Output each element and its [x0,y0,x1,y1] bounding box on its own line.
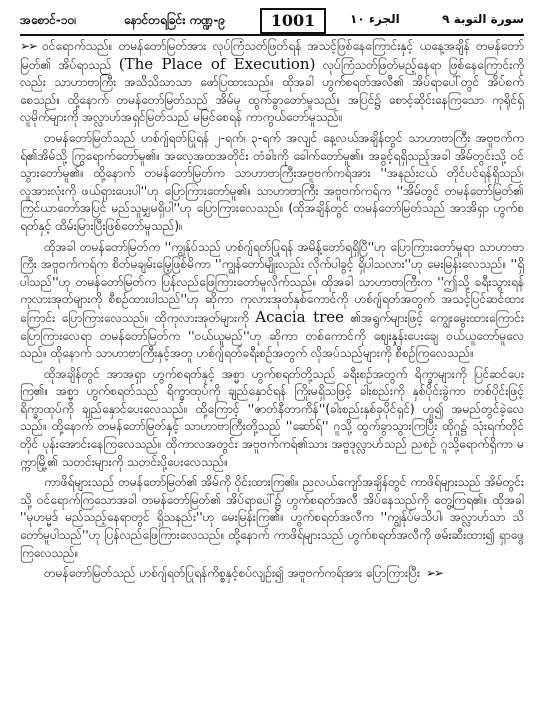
paragraph [20,38,524,127]
paragraph [20,239,524,363]
paragraph: ကာဖိရ်များသည် တမန်တော်မြတ်၏ အိမ်ကို ဝိုင်းထားကြ၏။ ညလယ်ကျော်အချိန်တွင် ကာဖိရ်များသည် အိမ်တွင်းသို့ ဝင်ရောက်ကြသောအခါ တမန်တော်မြတ်၏ အိပ်ရာပေါ်၌ ဟွက်စရတ်အလီ အိပ်နေသည်ကို တွေ့ကြရ၏။ ထိုအခါ ''မုဟမ္မဒ် မည်သည့်နေရာတွင် ရှိသနည်း''ဟု မေးမြန်းကြ၏။ ဟွက်စရတ်အလီက ''ကျွန်ုပ်မသိပါ၊ အလ္လာဟ်သာ သိတော်မူပါသည်''ဟု ပြန်လည်ဖြေကြားလေသည်။ ထို့နောက် ကာဖိရ်များသည် ဟွက်စရတ်အလီကို ဖမ်းဆီးထား၍ ရှာဖွေကြလေသည်။ [20,475,524,560]
english-term: (The Place of Execution) [118,54,316,73]
page-number: 1001 [260,8,326,34]
juz-label: الجزء ١٠ [350,12,400,26]
page [20,0,524,712]
header-divider [20,34,524,36]
continuation-arrow-icon: ➢➢ [425,566,443,581]
paragraph-text: ထိုအခါ တမန်တော်မြတ်က ''ကျွန်ုပ်သည် ဟစ်ဂျ်ရတ်ပြုရန် အမိန့်တော်ရရှိပြီ''ဟု ပြောကြားတော်မူရာ သာဟာဗာကြီး အဗူဗက်ကရ်က စိတ်မချမ်းမြေ့ဖြစ်မိကာ ''ကျွန်တော်မျိုးလည်း လိုက်ပါခွင့် ရှိပါသလား''ဟု မေးမြန်းလေသည်။ ''ရှိပါသည်''ဟု တမန်တော်မြတ်က ပြန်လည်ဖြေကြားတော်မူလိုက်သည်။ ထိုအခါ သာဟာဗာကြီးက ''ဤသို့ ခရီးသွားရန် ကုလားအုတ်များကို စီစဉ်ထားပါသည်''ဟု ဆိုကာ ကုလားအုတ်နှစ်ကောင်ကို ဟစ်ဂျ်ရတ်အတွက် အသင့်ပြင်ဆင်ထားကြောင်း ပြောကြားလေသည်။ ထိုကုလားအုတ်များကို [20,239,524,325]
paragraph-text: ၏အရွက်များဖြင့် ကျွေးမွေးထားကြောင်း ပြောကြားလေရာ တမန်တော်မြတ်က ''ဝယ်ယူမည်''ဟု ဆိုကာ တစ်ကောင်ကို ဈေးနှုန်းပေးချေ ဝယ်ယူတော်မူလေသည်။ ထိုနောက် သာဟာဗာကြီးနှင့်အတူ ဟစ်ဂျ်ရတ်ခရီးစဉ်အတွက် လိုအပ်သည်များကို စီစဉ်ကြလေသည်။ [20,310,524,361]
chapter-number: အစောင်-၁၀၊ [20,13,77,27]
page-header [20,8,524,34]
paragraph: တမန်တော်မြတ်သည် ဟစ်ဂျ်ရတ်ပြုရန် ၂-ရက်၊ ၃-ရက် အလျင် နေ့လယ်အချိန်တွင် သာဟာဗာကြီး အဗူဗက်ကရ်၏အိမ်သို့ ကြွရောက်တော်မူ၏။ အလေ့အထအတိုင်း တံခါးကို ခေါက်တော်မူ၏။ အခွင့်ရရှိသည့်အခါ အိမ်တွင်းသို့ ဝင်သွားတော်မူ၏။ ထို့နောက် တမန်တော်မြတ်က သာဟာဗာကြီးအဗူဗက်ကရ်အား ''အနည်းငယ် တိုင်ပင်ရန်ရှိသည်၊ လူအားလုံးကို ဖယ်ရှားပေးပါ''ဟု ပြောကြားတော်မူ၏။ သာဟာဗာကြီး အဗူဗက်ကရ်က ''အိမ်တွင် တမန်တော်မြတ်၏ ကြင်ယာတော်အပြင် မည်သူမျှမရှိပါ''ဟု ပြောကြားလေသည်။ (ထိုအချိန်တွင် တမန်တော်မြတ်သည် အာအိရှာ ဟွက်စရတ်နှင့် ထိမ်းမြားပြီးဖြစ်တော်မူသည်)။ [20,130,524,233]
surah-label: سورة التوبة ٩ [442,12,524,26]
paragraph [20,565,524,583]
continuation-arrow-icon: ➢➢ [20,39,37,53]
english-term: Acacia tree [255,307,345,326]
paragraph-text: ဝင်ရောက်သည်။ တမန်တော်မြတ်အား လုပ်ကြံသတ်ဖြတ်ရန် အသင့်ဖြစ်နေကြောင်းနှင့် ယနေ့အချိန် တမန်တော်မြတ်၏ အိပ်ရာသည် [20,39,524,72]
paragraph-text: လုပ်ကြံသတ်ဖြတ်မည့်နေရာ ဖြစ်နေကြောင်းကိုလည်း သာဟာဗာကြီး အသိသိသာသာ ဖော်ပြထားသည်။ ထိုအခါ ဟွက်စရတ်အလီ၏ အိပ်ရာပေါ်တွင် အိပ်စက်စေသည်။ ထို့နောက် တမန်တော်မြတ်သည် အိမ်မှ ထွက်ခွာတော်မူသည်။ အပြင်၌ စောင့်ဆိုင်းနေကြသော ကုရိုင်ရှ်လူမိုက်များကို အလ္လာဟ်အရှင်မြတ်သည် မမြင်စေရန် ကာကွယ်တော်မူသည်။ [20,57,524,125]
chapter-title: နောင်တရခြင်း ကဏ္ဍ-၉ [124,13,226,27]
body-text [20,38,524,586]
paragraph-text: တမန်တော်မြတ်သည် ဟစ်ဂျ်ရတ်ပြုရန်ကိစ္စနှင့်စပ်လျဉ်း၍ အဗူဗက်ကရ်အား ပြောကြားပြီး [44,566,420,581]
paragraph: ထိုအချိန်တွင် အာအရှာ ဟွက်စရတ်နှင့် အစ္မာ ဟွက်စရတ်တို့သည် ခရီးစဉ်အတွက် ရိက္ခာများကို ပြင်ဆင်ပေးကြ၏။ အစ္မာ ဟွက်စရတ်သည် ရိက္ခာထုပ်ကို ချည်နှောင်ရန် ကြိုးမရှိသဖြင့် ခါးစည်းကို နှစ်ပိုင်းခွဲကာ တစ်ပိုင်းဖြင့် ရိက္ခာထုပ်ကို ချည်နှောင်ပေးလေသည်။ ထို့ကြောင့် ''ဇာတ်နီတာကိန်''(ခါးစည်းနှစ်ခုပိုင်ရှင်) ဟူ၍ အမည်တွင်ခဲ့လေသည်။ ထို့နောက် တမန်တော်မြတ်နှင့် သာဟာဗာကြီးတို့သည် ''ဆော်ရ်'' ဂူသို့ ထွက်ခွာသွားကြပြီး ထိုဂူ၌ သုံးရက်တိုင်တိုင် ပုန်းအောင်းနေကြလေသည်။ ထိုကာလအတွင်း အဗူဗက်ကရ်၏သား အဗ္ဗဒုလ္လာဟ်သည် ညစဉ် ဂူသို့ရောက်ရှိကာ မက္ကာမြို့၏ သတင်းများကို သတင်းပို့ပေးလေသည်။ [20,366,524,469]
